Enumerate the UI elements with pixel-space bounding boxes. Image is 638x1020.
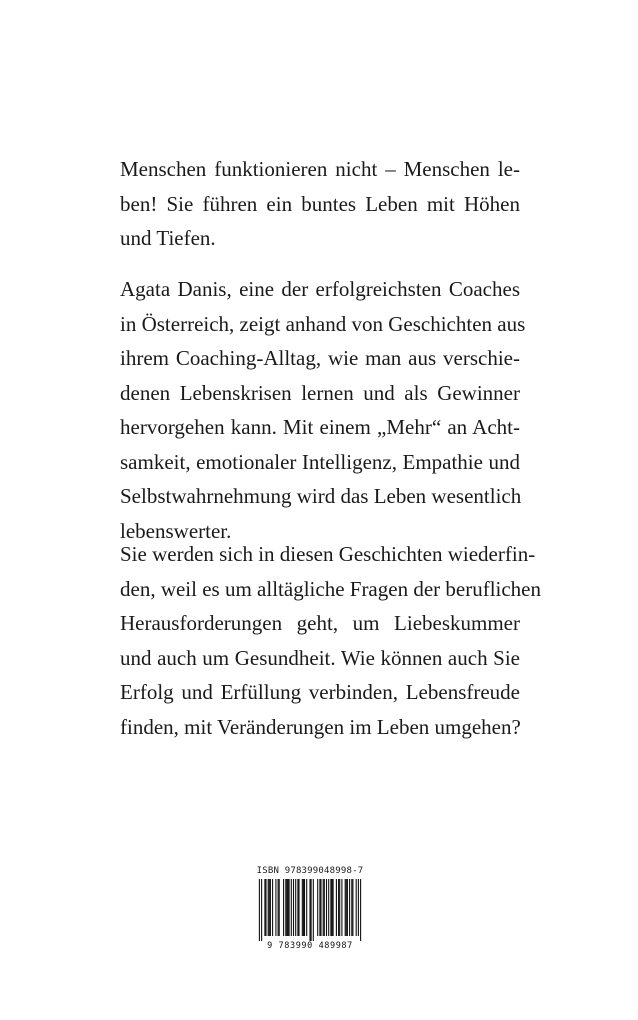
barcode-bar [323,879,324,936]
barcode-bar [351,879,352,936]
text-line: und auch um Gesundheit. Wie können auch Sie [120,645,520,670]
barcode-bar [287,879,288,936]
barcode-bar [269,879,270,936]
barcode-bar [302,879,303,936]
text-line: Erfolg und Erfüllung verbinden, Lebensfreude [120,680,520,704]
barcode-digits: 9 783990 489987 [267,941,353,951]
text-line: den, weil es um alltägliche Fragen der beruflichen [120,576,542,601]
text-line: denen Lebenskrisen lernen und als Gewinner [120,380,520,405]
text-line: lebenswerter. [120,518,232,543]
barcode-bar [345,879,346,936]
barcode-bar [328,879,329,936]
barcode-bar [283,879,284,936]
text-line: in Österreich, zeigt anhand von Geschichten aus [120,311,526,336]
barcode-bar [352,879,353,936]
text-line: und Tiefen. [120,226,216,250]
barcode-bar [286,879,287,936]
barcode-bar [311,879,312,941]
barcode-bar [264,879,265,936]
barcode-bar [349,879,350,936]
barcode-bar [330,879,331,936]
barcode-bar [346,879,347,936]
barcode-bar [268,879,269,936]
barcode-bar [303,879,304,936]
barcode-bar [320,879,321,936]
barcode-bar [358,879,359,936]
barcode-bar [319,879,320,936]
text-line: Menschen funktionieren nicht – Menschen le- [120,157,520,181]
barcode-bar [356,879,357,936]
barcode-bar [338,879,339,936]
barcode-bar [279,879,280,936]
barcode-bar [265,879,266,936]
barcode-bar [259,879,260,941]
text-line: finden, mit Veränderungen im Leben umgehen? [120,714,521,739]
text-line: ben! Sie führen ein buntes Leben mit Höhen [120,191,520,216]
barcode-bar [339,879,340,936]
blurb-paragraph-1 [120,152,520,256]
barcode-bar [298,879,299,936]
text-line: ihrem Coaching-Alltag, wie man aus verschie- [120,346,520,370]
barcode-bar [261,879,262,941]
barcode-bar [326,879,327,936]
barcode-bar [289,879,290,936]
isbn-label: ISBN 978399048998-7 [256,866,364,876]
barcode-bar [331,879,332,936]
barcode-bar [309,879,310,941]
text-line: samkeit, emotionaler Intelligenz, Empathie und [120,449,520,474]
text-line: Agata Danis, eine der erfolgreichsten Coaches [120,277,520,301]
barcode-bar [285,879,286,936]
barcode-bar [278,879,279,936]
barcode-bar [291,879,292,936]
text-line: Selbstwahrnehmung wird das Leben wesentlich [120,484,522,508]
barcode-bar [304,879,305,936]
barcode-bar [341,879,342,936]
text-line: Herausforderungen geht, um Liebeskummer [120,611,520,635]
barcode-bar [347,879,348,936]
barcode-bar [313,879,314,941]
barcode-bar [360,879,361,941]
barcode-icon [255,879,365,951]
barcode-bar [275,879,276,936]
barcode-bar [333,879,334,936]
barcode-bar [306,879,307,936]
blurb-paragraph-3 [120,537,542,744]
barcode-bar [317,879,318,936]
barcode-bar [336,879,337,936]
barcode-bar [324,879,325,936]
barcode-bar [270,879,271,936]
blurb-paragraph-2 [120,272,526,548]
barcode-bar [293,879,294,936]
barcode-bar [297,879,298,936]
barcode-bar [272,879,273,936]
isbn-barcode [255,865,365,951]
barcode-bar [295,879,296,936]
text-line: Sie werden sich in diesen Geschichten wiederfin- [120,542,536,566]
text-line: hervorgehen kann. Mit einem „Mehr“ an Acht- [120,415,520,439]
